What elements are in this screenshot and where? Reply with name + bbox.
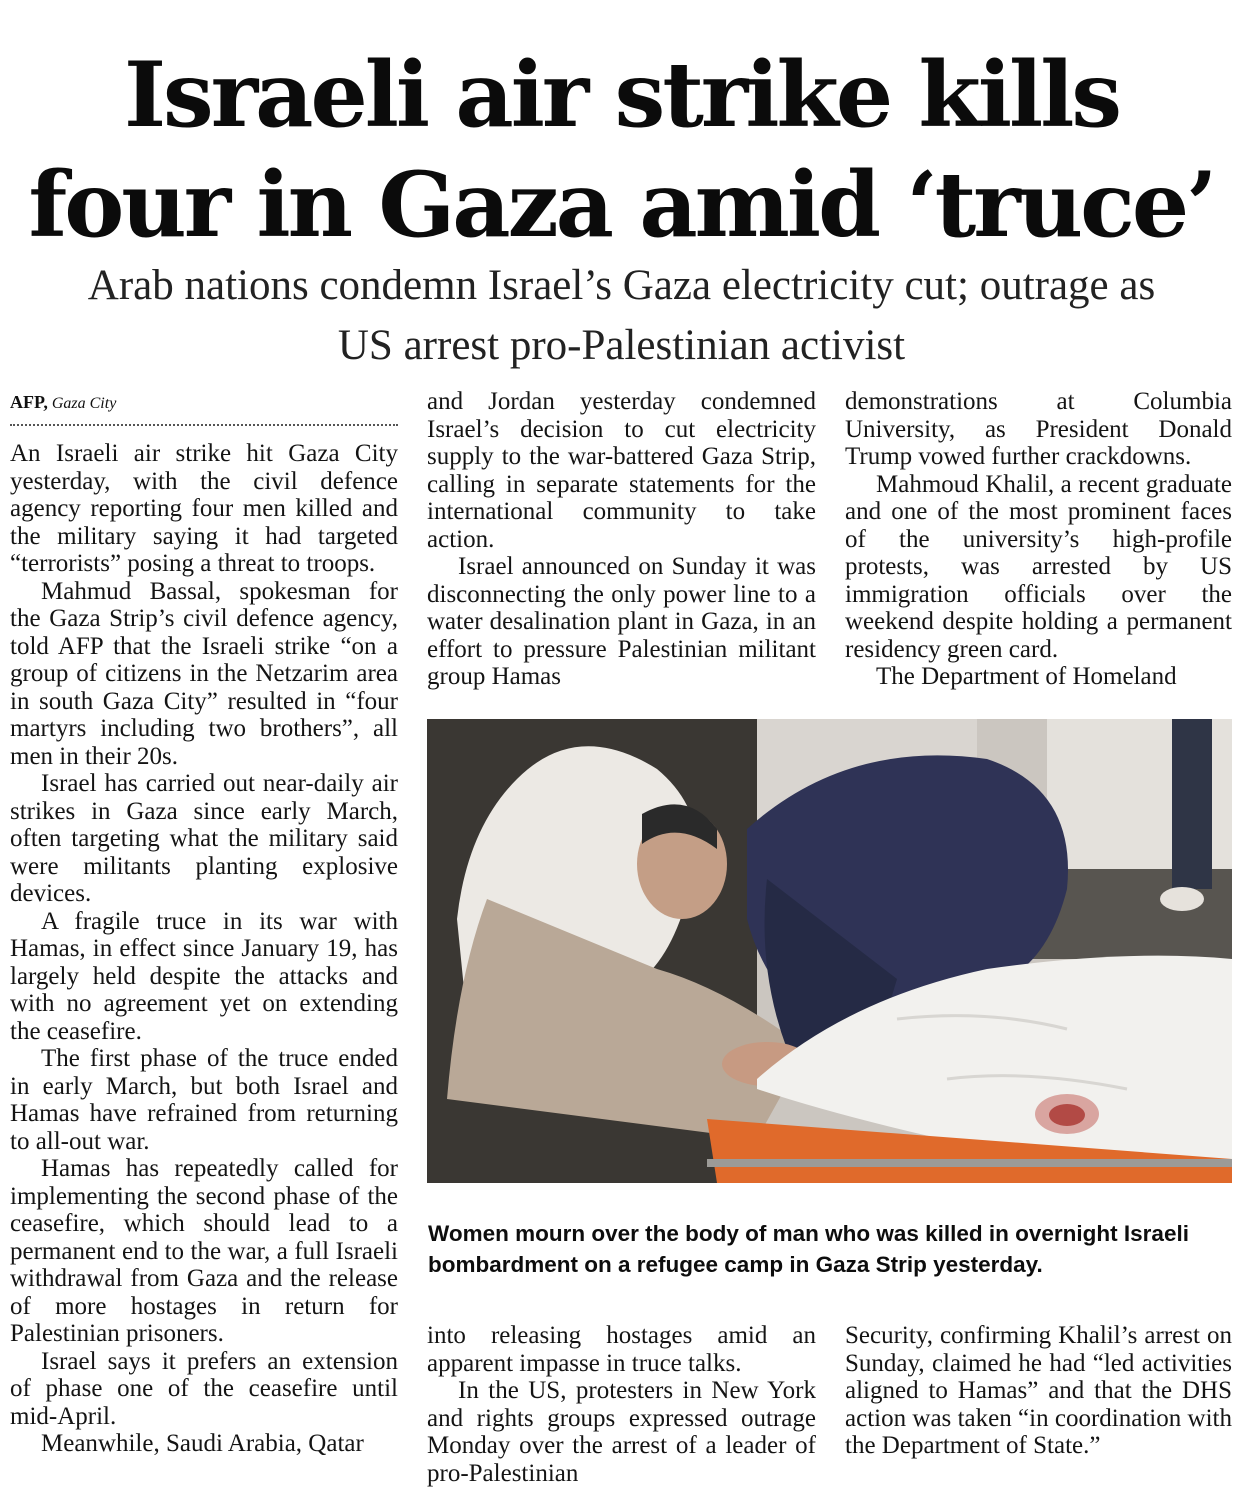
paragraph: Israel has carried out near-daily air strikes in Gaza since early March, often targeting what the military said were militants planting explosive devices. bbox=[10, 770, 398, 907]
photo-illustration bbox=[427, 719, 1232, 1183]
paragraph: Israel announced on Sunday it was disconnecting the only power line to a water desalination plant in Gaza, in an effort to pressure Palestinian militant group Hamas bbox=[427, 553, 816, 690]
headline-line-1: Israeli air strike kills bbox=[123, 42, 1120, 148]
article-column-1 bbox=[10, 440, 398, 1458]
paragraph: Mahmoud Khalil, a recent graduate and one of the most prominent faces of the university’s high-profile protests, was arrested by US immigration officials over the weekend despite holding a permanent residency green card. bbox=[845, 470, 1232, 663]
paragraph: An Israeli air strike hit Gaza City yesterday, with the civil defence agency reporting four men killed and the military saying it had targeted “terrorists” posing a threat to troops. bbox=[10, 440, 398, 577]
paragraph: Meanwhile, Saudi Arabia, Qatar bbox=[41, 1430, 364, 1457]
paragraph: demonstrations at Columbia University, as President Donald Trump vowed further crackdowns. bbox=[845, 388, 1232, 470]
paragraph: In the US, protesters in New York and rights groups expressed outrage Monday over the arrest of a leader of pro-Palestinian bbox=[427, 1377, 816, 1487]
paragraph: Security, confirming Khalil’s arrest on Sunday, claimed he had “led activities aligned to Hamas” and that the DHS action was taken “in coordination with the Department of State.” bbox=[845, 1322, 1232, 1459]
headline-line-2: four in Gaza amid ‘truce’ bbox=[28, 152, 1215, 258]
byline bbox=[10, 390, 398, 426]
article-column-2-bottom bbox=[427, 1322, 816, 1487]
paragraph: Hamas has repeatedly called for implementing the second phase of the ceasefire, which should lead to a permanent end to the war, a full Israeli withdrawal from Gaza and the release of more hostages in return for Palestinian prisoners. bbox=[10, 1155, 398, 1347]
paragraph: and Jordan yesterday condemned Israel’s decision to cut electricity supply to the war-battered Gaza Strip, calling in separate statements for the international community to take action. bbox=[427, 388, 816, 553]
subheadline-line-1: Arab nations condemn Israel’s Gaza electricity cut; outrage as bbox=[87, 262, 1156, 309]
byline-location: Gaza City bbox=[51, 395, 117, 412]
paragraph: Israel says it prefers an extension of phase one of the ceasefire until mid-April. bbox=[10, 1347, 398, 1430]
paragraph: The Department of Homeland bbox=[876, 663, 1177, 690]
paragraph: The first phase of the truce ended in early March, but both Israel and Hamas have refrained from returning to all-out war. bbox=[10, 1045, 398, 1155]
article-column-2-top bbox=[427, 388, 816, 691]
subheadline bbox=[0, 256, 1243, 376]
byline-agency: AFP, bbox=[10, 392, 48, 412]
article-column-3-top bbox=[845, 388, 1232, 691]
photo-caption: Women mourn over the body of man who was killed in overnight Israeli bombardment on a refugee camp in Gaza Strip yesterday. bbox=[428, 1221, 1189, 1277]
news-photo bbox=[427, 719, 1232, 1183]
paragraph: Mahmud Bassal, spokesman for the Gaza Strip’s civil defence agency, told AFP that the Israeli strike “on a group of citizens in the Netzarim area in south Gaza City” resulted in “four martyrs including two brothers”, all men in their 20s. bbox=[10, 577, 398, 770]
article-column-3-bottom bbox=[845, 1322, 1232, 1460]
paragraph: A fragile truce in its war with Hamas, in effect since January 19, has largely held despite the attacks and with no agreement yet on extending the ceasefire. bbox=[10, 907, 398, 1045]
subheadline-line-2: US arrest pro-Palestinian activist bbox=[337, 322, 906, 369]
paragraph: into releasing hostages amid an apparent impasse in truce talks. bbox=[427, 1322, 816, 1377]
